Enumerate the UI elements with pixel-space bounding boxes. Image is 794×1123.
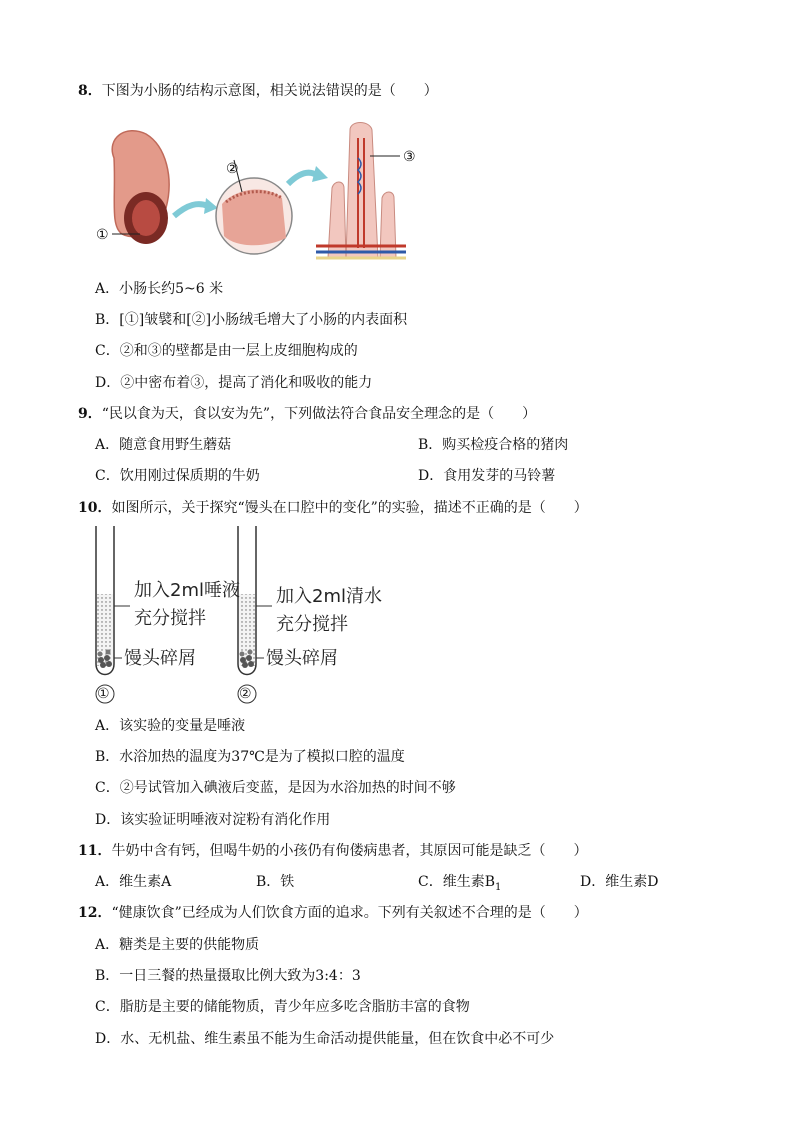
q10-option-a: A．该实验的变量是唾液 xyxy=(95,718,246,734)
q10-option-c: C．②号试管加入碘液后变蓝，是因为水浴加热的时间不够 xyxy=(95,780,456,796)
q9-option-d: D．食用发芽的马铃薯 xyxy=(418,468,556,484)
q9-option-c: C．饮用刚过保质期的牛奶 xyxy=(95,468,260,484)
tube1-label-2: 充分搅拌 xyxy=(134,608,206,629)
q8-option-a: A．小肠长约5~6 米 xyxy=(95,281,224,297)
q12-option-b: B．一日三餐的热量摄取比例大致为3:4：3 xyxy=(95,968,361,984)
q8-option-c: C．②和③的壁都是由一层上皮细胞构成的 xyxy=(95,343,358,359)
question-9-stem: 9．“民以食为天，食以安为先”，下列做法符合食品安全理念的是（ ） xyxy=(78,406,537,422)
question-12-stem: 12．“健康饮食”已经成为人们饮食方面的追求。下列有关叙述不合理的是（ ） xyxy=(78,905,588,921)
figure-label-1: ① xyxy=(96,227,109,243)
tube1-label-3: 馒头碎屑 xyxy=(124,648,196,669)
q11-option-a: A．维生素A xyxy=(95,874,172,890)
figure-label-3: ③ xyxy=(403,149,416,165)
tube2-label-2: 充分搅拌 xyxy=(276,614,348,635)
tube2-label-3: 馒头碎屑 xyxy=(266,648,338,669)
figure-label-2: ② xyxy=(226,161,239,177)
tube2-label-1: 加入2ml清水 xyxy=(276,586,382,607)
question-8-stem: 8．下图为小肠的结构示意图，相关说法错误的是（ ） xyxy=(78,83,438,99)
q12-option-c: C．脂肪是主要的储能物质，青少年应多吃含脂肪丰富的食物 xyxy=(95,999,470,1015)
q10-option-b: B．水浴加热的温度为37℃是为了模拟口腔的温度 xyxy=(95,749,405,765)
q11-option-b: B．铁 xyxy=(256,874,295,890)
tube1-label-1: 加入2ml唾液 xyxy=(134,580,240,601)
q9-option-b: B．购买检疫合格的猪肉 xyxy=(418,437,569,453)
small-intestine-figure xyxy=(96,118,416,264)
q11-option-d: D．维生素D xyxy=(580,874,659,890)
q9-option-a: A．随意食用野生蘑菇 xyxy=(95,437,232,453)
q12-option-d: D．水、无机盐、维生素虽不能为生命活动提供能量，但在饮食中必不可少 xyxy=(95,1031,555,1047)
q8-option-b: B．[①]皱襞和[②]小肠绒毛增大了小肠的内表面积 xyxy=(95,312,408,328)
q12-option-a: A．糖类是主要的供能物质 xyxy=(95,937,260,953)
q11-option-c: C．维生素$B_1$ xyxy=(418,874,502,893)
q8-option-d: D．②中密布着③，提高了消化和吸收的能力 xyxy=(95,375,373,391)
question-10-stem: 10．如图所示，关于探究“馒头在口腔中的变化”的实验，描述不正确的是（ ） xyxy=(78,500,588,516)
tube1-mark: ① xyxy=(97,686,110,702)
q10-option-d: D．该实验证明唾液对淀粉有消化作用 xyxy=(95,812,331,828)
tube2-mark: ② xyxy=(239,686,252,702)
question-11-stem: 11．牛奶中含有钙，但喝牛奶的小孩仍有佝偻病患者，其原因可能是缺乏（ ） xyxy=(78,843,588,859)
